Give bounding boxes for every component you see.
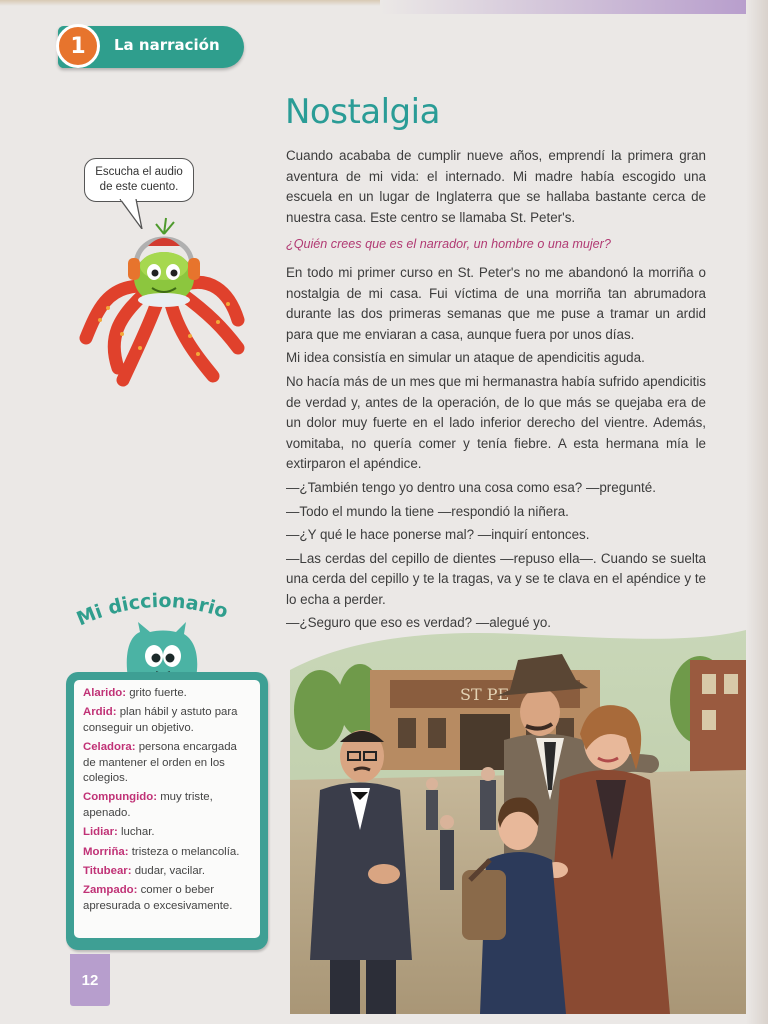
dictionary-term: Alarido: [83, 687, 127, 699]
dictionary-definition: persona encargada de mantener el orden en los colegios. [83, 741, 237, 785]
story-title: Nostalgia [285, 92, 440, 132]
dictionary-term: Ardid: [83, 706, 117, 719]
dictionary-definition: grito fuerte. [126, 687, 187, 699]
dictionary-definition: dudar, vacilar. [131, 865, 205, 878]
page-number: 12 [70, 954, 110, 1006]
reading-question: ¿Quién crees que es el narrador, un hombre o una mujer? [286, 237, 611, 252]
dictionary-term: Lidiar: [83, 826, 118, 839]
dictionary-entries [74, 680, 260, 938]
dictionary-box [66, 672, 268, 950]
dictionary-term: Morriña: [83, 845, 129, 858]
dictionary-definition: tristeza o melancolía. [128, 845, 240, 858]
dictionary-term: Zampado: [83, 884, 138, 897]
dialogue-line: —Todo el mundo la tiene —respondió la niñera. [286, 503, 569, 519]
page-binding-edge [746, 0, 768, 1024]
dialogue-line: —Las cerdas del cepillo de dientes —repuso ella—. Cuando se suelta una cerda del cepillo y te la tragas, va y se te clava en el apéndice y te lo echa a perder. [286, 550, 706, 607]
dictionary-heading-text: Mi diccionario [73, 589, 231, 631]
story-paragraph: Cuando acababa de cumplir nueve años, emprendí la primera gran aventura de mi vida: el internado. Mi madre había escogido una escuela en un lugar de Inglaterra que se hallaba bastante cerca de nuestra casa. Este centro se llamaba St. Peter's. [286, 148, 706, 225]
story-text [286, 146, 706, 637]
dictionary-entry [83, 740, 252, 786]
dictionary-entry [83, 825, 252, 840]
dictionary-definition: plan hábil y astuto para conseguir un objetivo. [83, 706, 238, 734]
dialogue-line: —¿Seguro que eso es verdad? —alegué yo. [286, 615, 552, 631]
dictionary-entry [83, 686, 252, 701]
unit-number: 1 [56, 24, 100, 68]
svg-text:ST PE: ST PE [460, 685, 510, 704]
story-paragraph: No hacía más de un mes que mi hermanastra había sufrido apendicitis de verdad y, antes de la operación, de lo que más se quejaba era de un dolor muy fuerte en el lado inferior derecho del vientre. Además, vomitaba, no quería comer y tenía fiebre. A esta hermana mía le extirparon el apéndice. [286, 373, 706, 472]
dictionary-definition: muy triste, apenado. [83, 791, 213, 819]
story-paragraph: Mi idea consistía en simular un ataque de apendicitis aguda. [286, 350, 645, 366]
story-paragraph: En todo mi primer curso en St. Peter's no me abandonó la morriña o nostalgia de mi casa. Fui víctima de una morriña tan abrumadora durante las dos primeras semanas que me puse a tramar un ardid para que me enviaran a casa, aunque fuera por unos días. [286, 264, 706, 342]
top-color-band [380, 0, 768, 14]
bubble-line: Escucha el audio [95, 166, 183, 178]
bubble-line: de este cuento. [99, 181, 179, 193]
dictionary-definition: luchar. [117, 826, 155, 839]
dictionary-term: Celadora: [83, 741, 136, 754]
dictionary-entry [83, 864, 252, 879]
story-illustration [290, 630, 746, 1014]
unit-badge [58, 26, 244, 68]
octopus-mascot-icon [78, 208, 248, 398]
audio-speech-bubble[interactable] [84, 158, 194, 202]
dictionary-term: Compungido: [83, 791, 158, 804]
dictionary-term: Titubear: [83, 865, 132, 878]
dialogue-line: —¿Y qué le hace ponerse mal? —inquirí entonces. [286, 527, 590, 543]
dictionary-entry [83, 705, 252, 736]
dictionary-definition: comer o beber apresurada o excesivamente. [83, 884, 233, 912]
unit-title: La narración [114, 36, 220, 54]
dialogue-line: —¿También tengo yo dentro una cosa como esa? —pregunté. [286, 479, 656, 495]
dictionary-entry [83, 883, 252, 914]
monster-icon [120, 622, 204, 678]
dictionary-entry [83, 790, 252, 821]
dictionary-entry [83, 845, 252, 860]
